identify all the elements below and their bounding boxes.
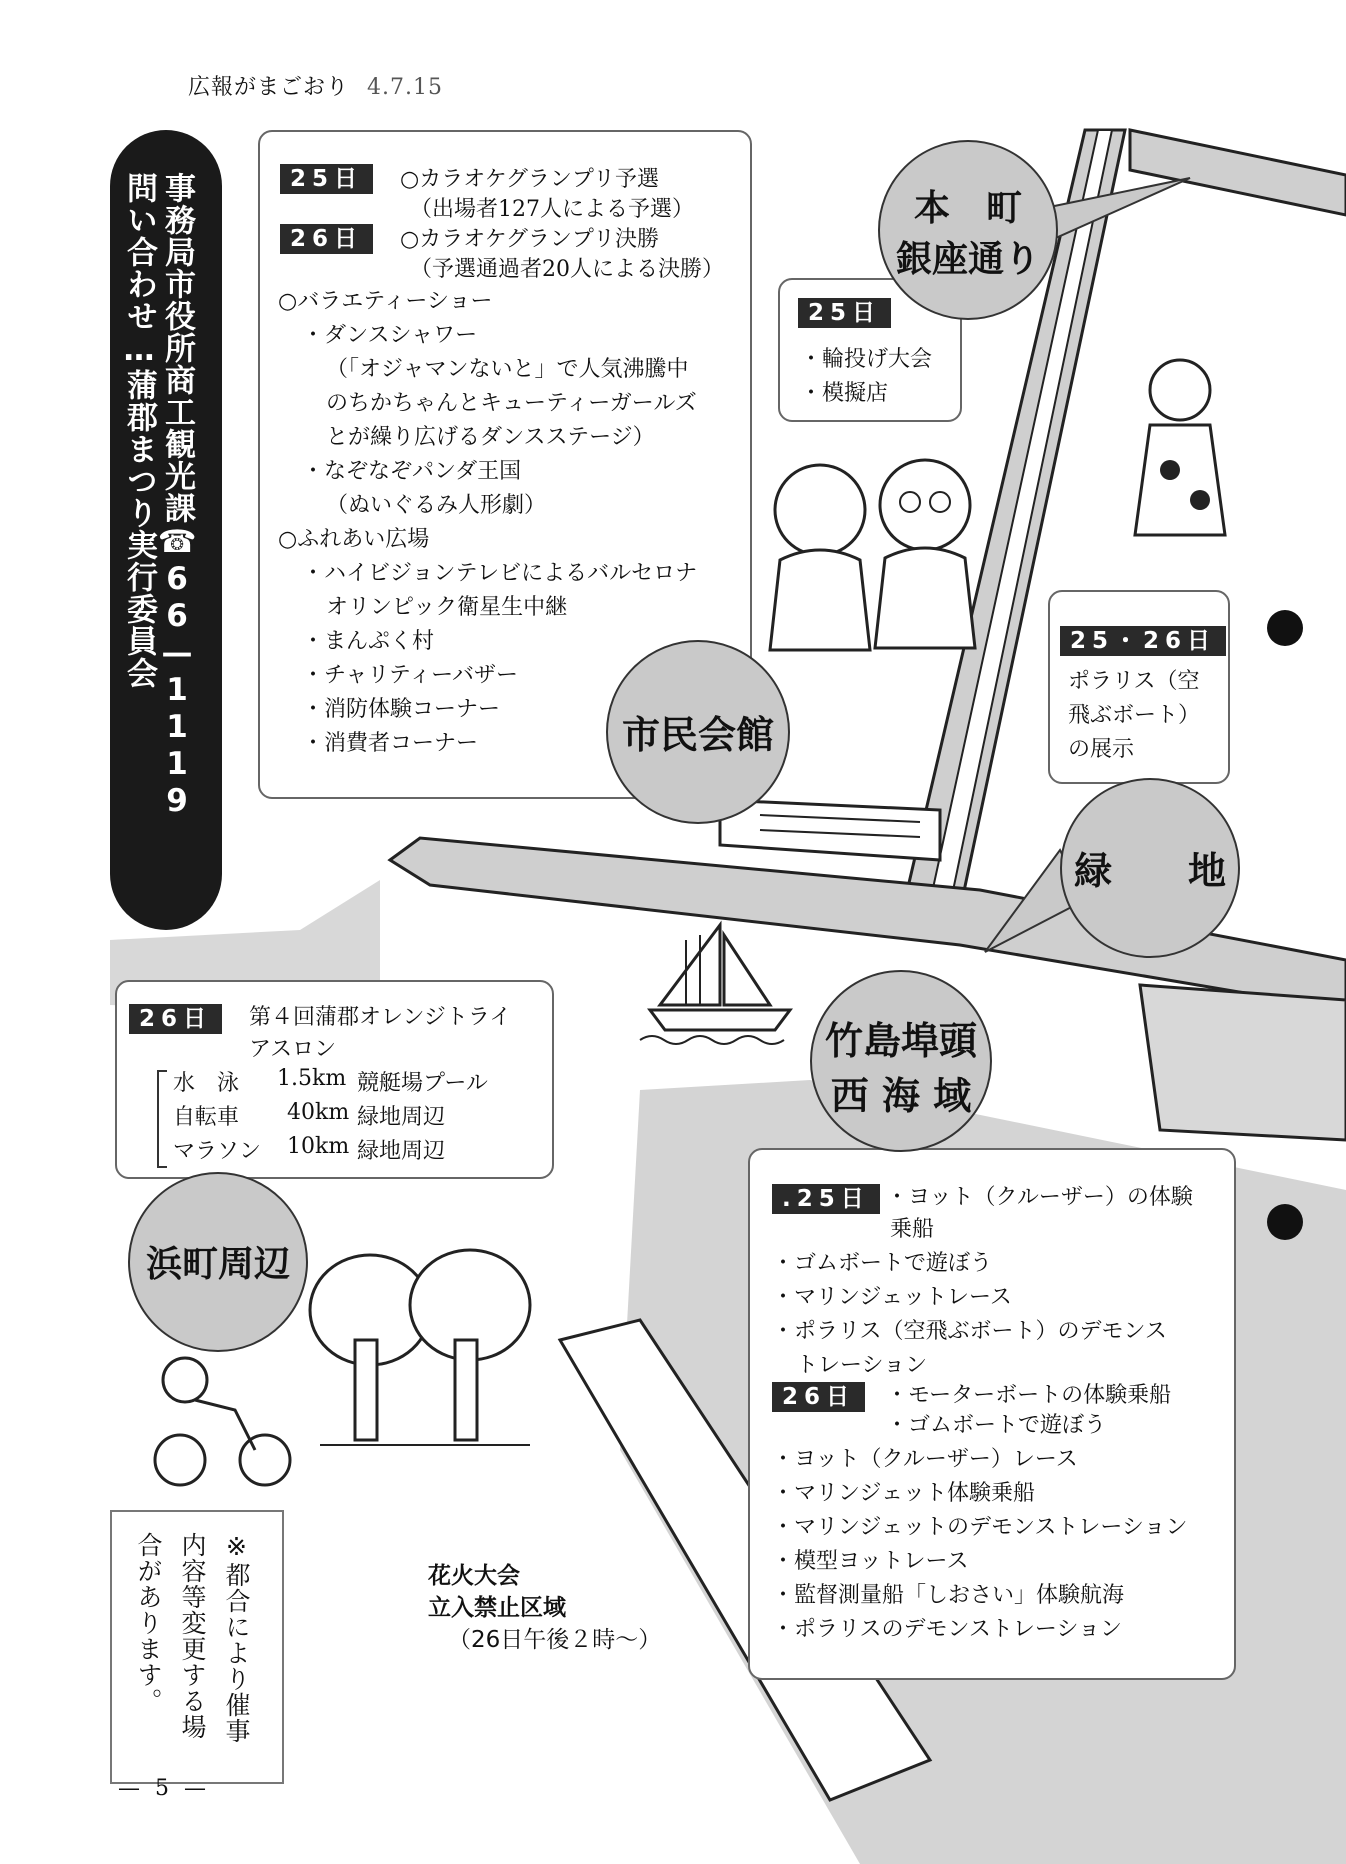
triathlon-distance: 10km (287, 1134, 350, 1159)
day25-tag: 25日 (798, 298, 891, 328)
event-line: （ぬいぐるみ人形劇） (326, 493, 547, 518)
bubble-honmachi (878, 140, 1058, 320)
trees-illustration (310, 1250, 530, 1445)
page-header (188, 70, 443, 101)
day26-tag: 26日 (772, 1382, 865, 1412)
event-line: のちかちゃんとキューティーガールズ (326, 391, 697, 416)
bubble-honmachi-line2: 銀座通り (895, 239, 1040, 280)
triathlon-event: 水 泳 (173, 1071, 240, 1096)
event-line: ・マリンジェットのデモンストレーション (772, 1515, 1188, 1540)
day26-tag: 26日 (280, 224, 373, 254)
singers-illustration (750, 440, 1000, 660)
event-line: ・なぞなぞパンダ王国 (302, 459, 522, 484)
event-line: ・モーターボートの体験乗船 (886, 1383, 1172, 1408)
day25-tag: .25日 (772, 1184, 880, 1214)
triathlon-place: 緑地周辺 (357, 1139, 446, 1164)
event-line: ・まんぷく村 (302, 629, 435, 654)
event-line: ○ふれあい広場 (278, 527, 430, 552)
bubble-ryokuchi (1060, 778, 1240, 958)
event-line: ・ゴムボートで遊ぼう (772, 1251, 993, 1276)
event-line: ○バラエティーショー (278, 289, 493, 314)
day26-tag: 26日 (129, 1004, 222, 1034)
event-line: ○カラオケグランプリ予選 (400, 167, 659, 192)
event-line: とが繰り広げるダンスステージ） (326, 425, 655, 450)
event-line: ・チャリティーバザー (302, 663, 519, 688)
event-line: ポラリス（空 (1068, 669, 1200, 694)
event-line: ・ゴムボートで遊ぼう (886, 1413, 1107, 1438)
sailboat-illustration (640, 925, 790, 1044)
event-line: ○カラオケグランプリ決勝 (400, 227, 659, 252)
road-top-right (1130, 130, 1346, 215)
notice-line-2: 内容等変更する場 (178, 1532, 207, 1740)
fireworks-line-1: 花火大会 (428, 1563, 520, 1589)
triathlon-distance: 40km (287, 1100, 350, 1125)
bubble-shimin-kaikan-label: 市民会館 (621, 713, 774, 757)
triathlon-event: 自転車 (173, 1105, 240, 1130)
event-line: ・模擬店 (800, 381, 889, 406)
event-line: 飛ぶボート） (1068, 703, 1201, 728)
event-line: ・マリンジェット体験乗船 (772, 1481, 1036, 1506)
event-line: ・模型ヨットレース (772, 1549, 969, 1574)
cyclist-illustration (140, 1350, 300, 1490)
event-line: の展示 (1068, 737, 1135, 762)
event-line: ・ヨット（クルーザー）レース (772, 1447, 1078, 1472)
event-line: ・ポラリス（空飛ぶボート）のデモンス (772, 1319, 1167, 1344)
event-line: ・監督測量船「しおさい」体験航海 (772, 1583, 1125, 1608)
bubble-hamacho (128, 1172, 308, 1352)
notice-line-1: ※都合により催事 (222, 1532, 251, 1744)
ryokuchi-events-box (1048, 590, 1230, 784)
event-line: （「オジャマンないと」で人気沸騰中 (326, 357, 689, 382)
page-number: — 5 — (118, 1776, 210, 1801)
event-line: ・マリンジェットレース (772, 1285, 1012, 1310)
bubble-honmachi-line1: 本 町 (913, 188, 1022, 229)
event-line: オリンピック衛星生中継 (326, 595, 568, 620)
publication-title: 広報がまごおり (188, 75, 350, 100)
event-line: （出場者127人による予選） (410, 197, 694, 222)
event-line: ・ハイビジョンテレビによるバルセロナ (302, 561, 698, 586)
event-line: トレーション (796, 1353, 928, 1378)
bubble-ryokuchi-label: 緑 地 (1073, 849, 1226, 893)
event-line: ・消費者コーナー (302, 731, 479, 756)
takeshima-events-box (748, 1148, 1236, 1680)
event-line: ・ポラリスのデモンストレーション (772, 1617, 1123, 1642)
fireworks-line-3: （26日午後２時～） (448, 1627, 662, 1653)
bubble-takeshima-line2: 西 海 域 (830, 1074, 972, 1118)
triathlon-place: 緑地周辺 (357, 1105, 446, 1130)
triathlon-place: 競艇場プール (357, 1071, 488, 1096)
triathlon-distance: 1.5km (277, 1066, 347, 1091)
contact-line-1: 問い合わせ…蒲郡まつり実行委員会 (121, 172, 157, 689)
contact-line-2: 事務局市役所商工観光課☎66—1119 (159, 172, 195, 820)
event-line: ・消防体験コーナー (302, 697, 501, 722)
yukata-girl-illustration (1110, 350, 1240, 560)
punch-hole (1267, 1204, 1303, 1240)
bubble-takeshima (810, 970, 992, 1152)
day25-tag: 25日 (280, 164, 373, 194)
triathlon-box (115, 980, 554, 1179)
change-notice-box (110, 1510, 284, 1784)
publication-date: 4.7.15 (367, 75, 443, 100)
day2526-tag: 25・26日 (1060, 626, 1226, 656)
fireworks-restricted-area (428, 1560, 661, 1656)
triathlon-event: マラソン (173, 1139, 262, 1164)
event-line: ・ダンスシャワー (302, 323, 478, 348)
event-line: ・輪投げ大会 (800, 347, 933, 372)
bubble-hamacho-label: 浜町周辺 (145, 1244, 290, 1285)
bubble-takeshima-line1: 竹島埠頭 (824, 1019, 977, 1063)
fireworks-line-2: 立入禁止区域 (428, 1595, 566, 1621)
notice-line-3: 合があります。 (134, 1532, 163, 1714)
event-line: （予選通過者20人による決勝） (410, 257, 724, 282)
shimin-kaikan-building (720, 800, 940, 860)
pier (1140, 985, 1346, 1140)
punch-hole (1267, 610, 1303, 646)
bracket (157, 1070, 167, 1168)
triathlon-title: アスロン (249, 1037, 337, 1062)
event-line: 乗船 (890, 1217, 935, 1242)
contact-banner (110, 130, 222, 930)
event-line: ・ヨット（クルーザー）の体験 (886, 1185, 1193, 1210)
triathlon-title: 第４回蒲郡オレンジトライ (249, 1005, 512, 1030)
bubble-shimin-kaikan (606, 640, 790, 824)
